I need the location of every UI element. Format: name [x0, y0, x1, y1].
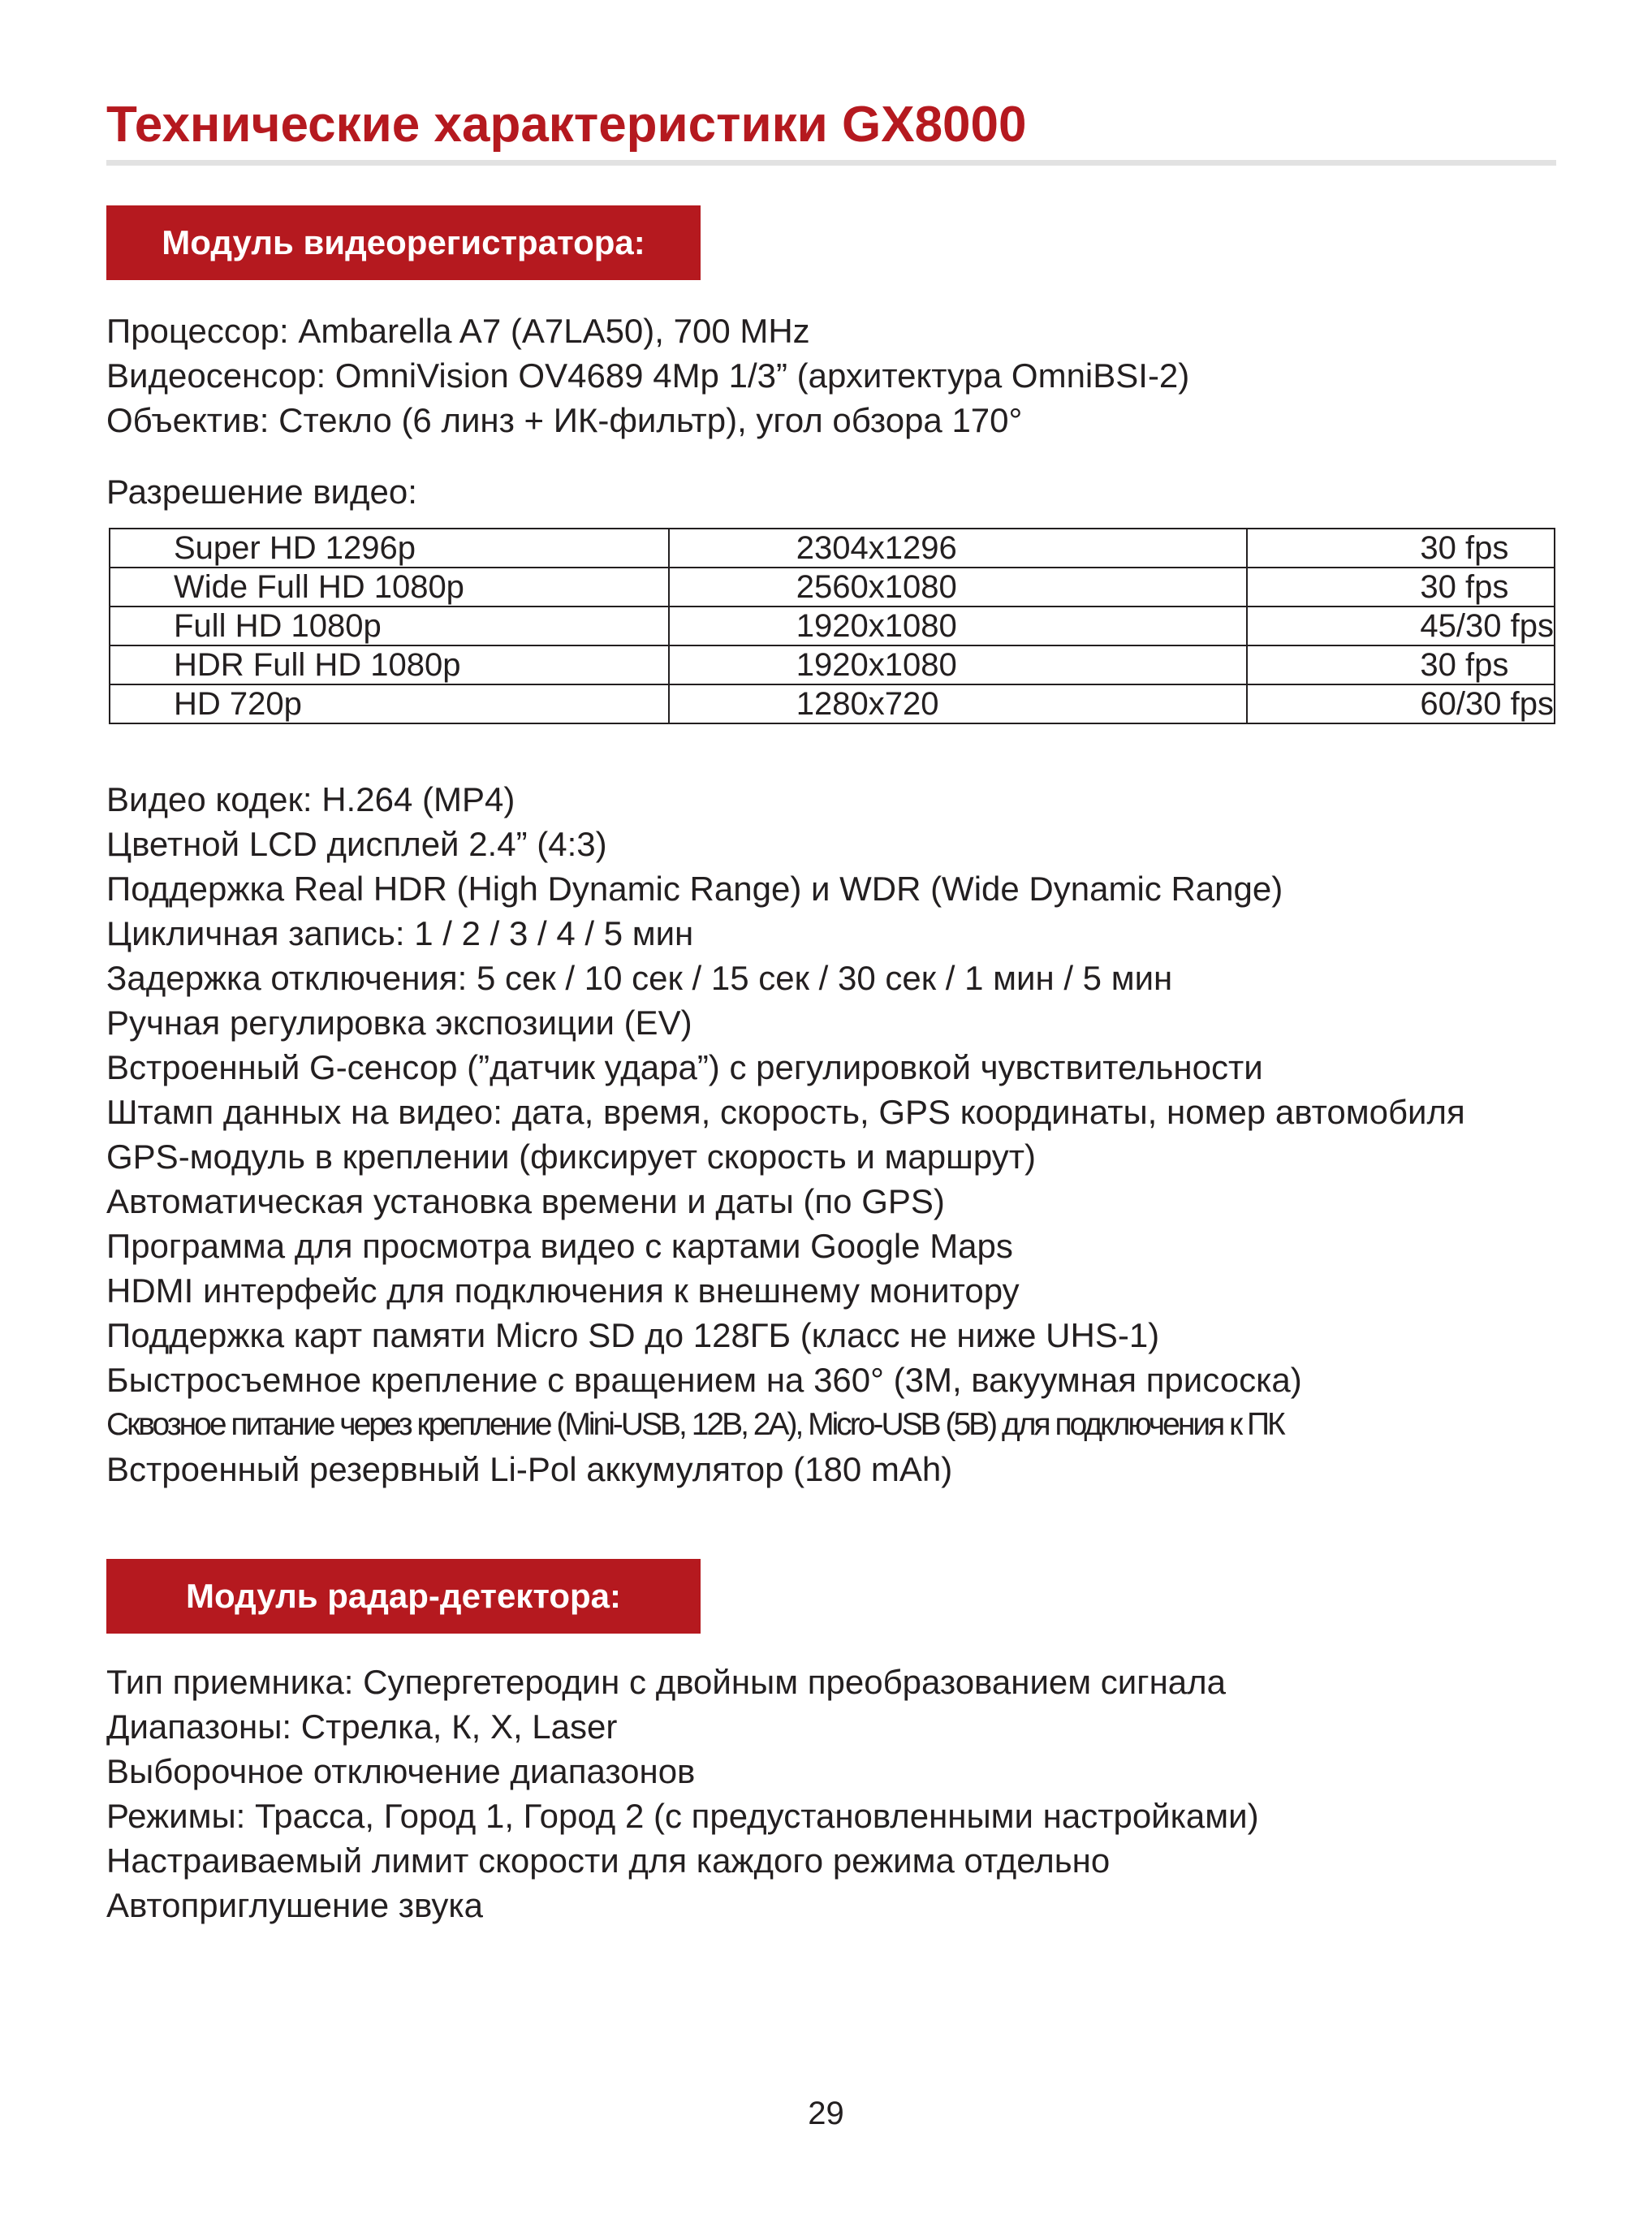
table-cell-mode: Full HD 1080p [110, 607, 669, 645]
table-cell-fps: 30 fps [1247, 529, 1555, 568]
feature-line: Ручная регулировка экспозиции (EV) [106, 1004, 692, 1042]
feature-line: Цветной LCD дисплей 2.4” (4:3) [106, 825, 607, 863]
table-cell-fps: 60/30 fps [1247, 684, 1555, 723]
spec-sensor: Видеосенсор: OmniVision OV4689 4Mp 1/3” (архитектура OmniBSI-2) [106, 356, 1190, 395]
page-title: Технические характеристики GX8000 [106, 97, 1027, 153]
feature-line: Тип приемника: Супергетеродин с двойным преобразованием сигнала [106, 1663, 1227, 1701]
table-cell-size: 1920x1080 [669, 645, 1248, 684]
table-row [110, 645, 1555, 684]
table-row [110, 607, 1555, 645]
feature-line: Видео кодек: H.264 (MP4) [106, 780, 515, 818]
feature-line: Поддержка карт памяти Micro SD до 128ГБ (класс не ниже UHS-1) [106, 1316, 1160, 1354]
feature-line: Поддержка Real HDR (High Dynamic Range) и WDR (Wide Dynamic Range) [106, 870, 1283, 908]
feature-line: Встроенный резервный Li-Pol аккумулятор (180 mAh) [106, 1450, 953, 1488]
feature-line: GPS-модуль в креплении (фиксирует скорость и маршрут) [106, 1138, 1036, 1176]
table-cell-size: 1280x720 [669, 684, 1248, 723]
table-cell-mode: HDR Full HD 1080p [110, 645, 669, 684]
table-cell-size: 1920x1080 [669, 607, 1248, 645]
table-row [110, 568, 1555, 607]
table-row [110, 684, 1555, 723]
feature-line: Выборочное отключение диапазонов [106, 1752, 696, 1790]
spec-processor: Процессор: Ambarella A7 (A7LA50), 700 MHz [106, 312, 810, 350]
table-cell-mode: Super HD 1296p [110, 529, 669, 568]
feature-line: Автоприглушение звука [106, 1886, 484, 1924]
table-cell-size: 2304x1296 [669, 529, 1248, 568]
radar-section-header [106, 1559, 701, 1634]
feature-line: Сквозное питание через крепление (Mini-USB, 12В, 2А), Micro-USB (5В) для подключения к ПК [106, 1407, 1283, 1442]
spec-lens: Объектив: Стекло (6 линз + ИК-фильтр), угол обзора 170° [106, 401, 1023, 439]
table-cell-fps: 45/30 fps [1247, 607, 1555, 645]
table-row [110, 529, 1555, 568]
dvr-intro-specs [106, 309, 1189, 443]
resolution-table [109, 528, 1555, 724]
page-number: 29 [808, 2096, 844, 2131]
table-cell-fps: 30 fps [1247, 568, 1555, 607]
feature-line: Задержка отключения: 5 сек / 10 сек / 15 сек / 30 сек / 1 мин / 5 мин [106, 959, 1173, 997]
radar-section-header-label: Модуль радар-детектора: [186, 1577, 621, 1615]
table-cell-size: 2560x1080 [669, 568, 1248, 607]
feature-line: Штамп данных на видео: дата, время, скорость, GPS координаты, номер автомобиля [106, 1093, 1465, 1131]
table-cell-mode: Wide Full HD 1080p [110, 568, 669, 607]
radar-feature-list [106, 1660, 1259, 1928]
resolution-label-block [106, 469, 417, 514]
dvr-section-header-label: Модуль видеорегистратора: [162, 223, 645, 261]
resolution-label: Разрешение видео: [106, 473, 417, 511]
feature-line: Автоматическая установка времени и даты (по GPS) [106, 1182, 945, 1220]
dvr-section-header [106, 205, 701, 280]
table-cell-mode: HD 720p [110, 684, 669, 723]
feature-line: Быстросъемное крепление с вращением на 360° (3M, вакуумная присоска) [106, 1361, 1302, 1399]
feature-line: Встроенный G-сенсор (”датчик удара”) с регулировкой чувствительности [106, 1048, 1263, 1086]
feature-line: Цикличная запись: 1 / 2 / 3 / 4 / 5 мин [106, 914, 694, 952]
dvr-feature-list [106, 777, 1465, 1492]
feature-line: HDMI интерфейс для подключения к внешнему монитору [106, 1271, 1020, 1310]
table-cell-fps: 30 fps [1247, 645, 1555, 684]
feature-line: Программа для просмотра видео с картами Google Maps [106, 1227, 1013, 1265]
feature-line: Режимы: Трасса, Город 1, Город 2 (с предустановленными настройками) [106, 1797, 1259, 1835]
feature-line: Настраиваемый лимит скорости для каждого режима отдельно [106, 1841, 1111, 1880]
feature-line: Диапазоны: Стрелка, К, X, Laser [106, 1707, 618, 1746]
title-underline [106, 160, 1556, 166]
